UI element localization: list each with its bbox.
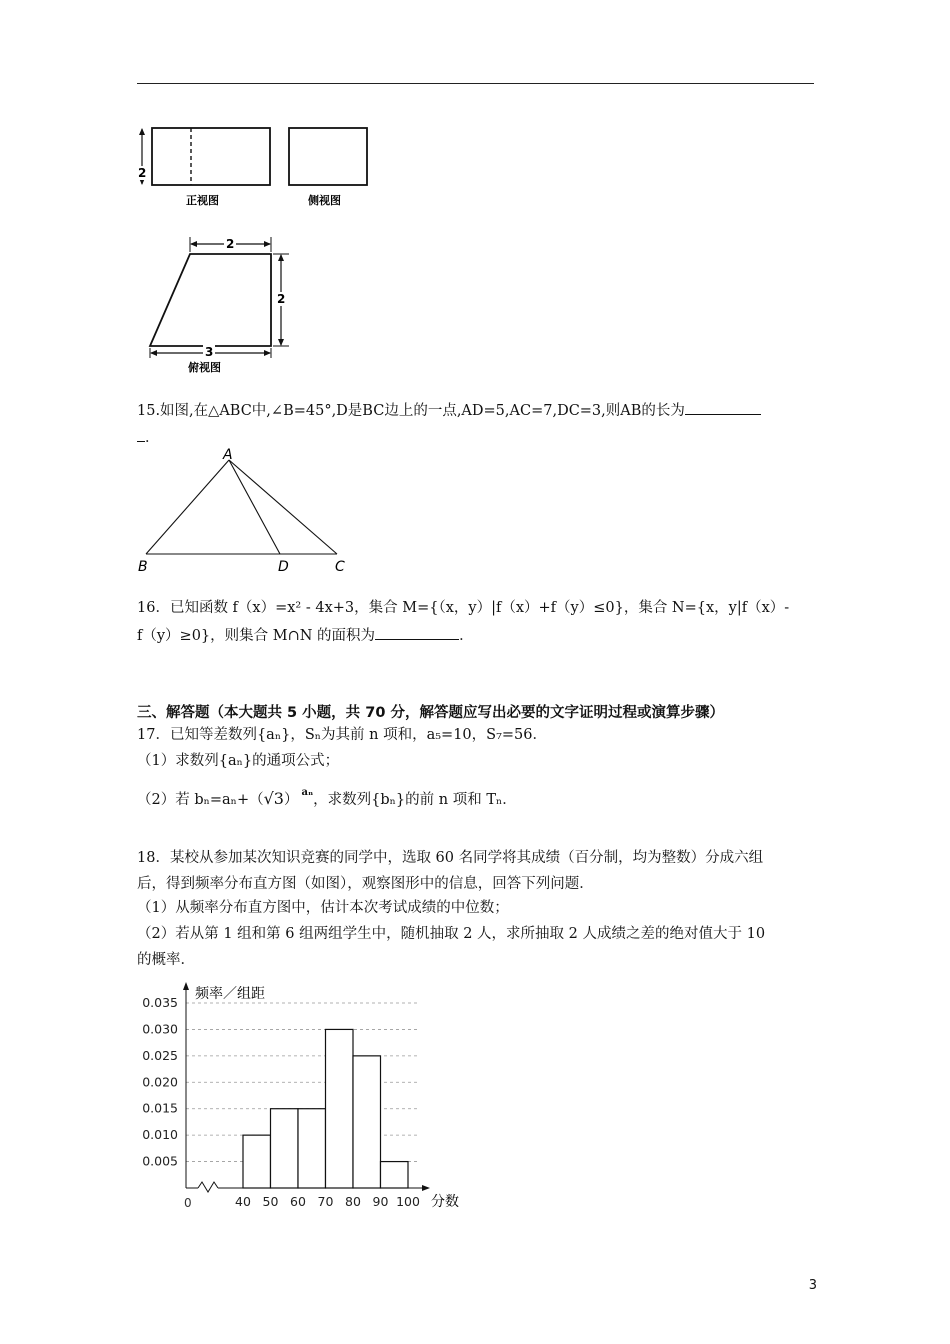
q17-line1: 17．已知等差数列{aₙ}，Sₙ为其前 n 项和，a₅=10，S₇=56． (137, 727, 547, 743)
histogram-bars (243, 1029, 408, 1188)
x-tick-label: 50 (262, 1194, 279, 1209)
y-tick-label: 0.010 (142, 1127, 178, 1143)
front-view (137, 128, 270, 207)
origin-label: 0 (184, 1196, 192, 1210)
x-tick-label: 40 (235, 1194, 251, 1209)
y-tick-label: 0.020 (142, 1074, 178, 1090)
top-view (150, 236, 289, 374)
side-view-label: 侧视图 (308, 194, 341, 207)
q18-part1: （1）从频率分布直方图中，估计本次考试成绩的中位数； (137, 900, 509, 916)
x-tick-label: 100 (396, 1194, 420, 1209)
point-a-label: A (223, 447, 233, 463)
front-view-label: 正视图 (186, 194, 219, 207)
q18-part2-line2: 的概率． (137, 952, 195, 968)
q18-line1: 18．某校从参加某次知识竞赛的同学中，选取 60 名同学将其成绩（百分制，均为整数）分成六组 (137, 850, 764, 866)
histogram-bar (271, 1109, 299, 1188)
y-tick-label: 0.035 (142, 995, 178, 1010)
exponent-an: aₙ (301, 787, 314, 798)
x-axis-title: 分数 (431, 1194, 459, 1210)
histogram-bar (243, 1135, 271, 1188)
x-tick-label: 70 (317, 1194, 334, 1209)
q15-answer-blank-tail (137, 427, 145, 442)
histogram-bar (298, 1109, 326, 1188)
y-tick-label: 0.015 (142, 1100, 178, 1116)
y-axis-title: 频率／组距 (195, 986, 265, 1002)
top-bottom-width-label: 3 (205, 345, 214, 359)
x-tick-label: 60 (290, 1194, 306, 1209)
q15-text: 15.如图,在△ABC中,∠B=45°,D是BC边上的一点,AD=5,AC=7,DC=3,则AB的长为 (137, 400, 761, 421)
sqrt3: √3 (263, 788, 284, 808)
histogram-bar (381, 1162, 409, 1188)
q18-line2: 后，得到频率分布直方图（如图），观察图形中的信息，回答下列问题． (137, 876, 594, 892)
top-view-label: 俯视图 (188, 361, 221, 374)
page-number: 3 (808, 1278, 817, 1293)
point-c-label: C (335, 559, 345, 575)
y-tick-label: 0.025 (142, 1047, 178, 1063)
q17-part2: （2）若 bₙ=aₙ+（√3） $^{a_n}$，求数列{bₙ}的前 n 项和 Tₙ． (137, 787, 517, 808)
point-b-label: B (138, 559, 148, 575)
point-d-label: D (278, 559, 289, 575)
top-width-label: 2 (226, 237, 235, 251)
histogram-bar (326, 1029, 354, 1188)
q16-line1: 16．已知函数 f（x）=x² - 4x+3，集合 M={（x，y）|f（x）+f（y）≤0}，集合 N={x，y|f（x）- (137, 600, 790, 616)
three-views-figure (128, 120, 378, 380)
x-tick-label: 90 (372, 1194, 389, 1209)
q18-part2-line1: （2）若从第 1 组和第 6 组两组学生中，随机抽取 2 人，求所抽取 2 人成绩之差的绝对值大于 10 (137, 926, 766, 942)
x-tick-label: 80 (345, 1194, 361, 1209)
section-3-title: 三、解答题（本大题共 5 小题，共 70 分，解答题应写出必要的文字证明过程或演算步骤） (137, 705, 724, 721)
histogram-bar (353, 1056, 381, 1188)
header-rule (137, 83, 814, 84)
triangle-figure (130, 446, 360, 576)
front-height-label: 2 (138, 166, 147, 180)
q17-part1: （1）求数列{aₙ}的通项公式； (137, 753, 340, 769)
top-height-label: 2 (277, 292, 286, 306)
y-tick-label: 0.005 (142, 1153, 178, 1169)
histogram-chart (128, 978, 478, 1218)
y-tick-label: 0.030 (142, 1021, 178, 1037)
q16-answer-blank (375, 625, 459, 640)
q15-end: ． (137, 427, 160, 448)
side-view (289, 128, 367, 207)
q16-line2: f（y）≥0}，则集合 M∩N 的面积为 ． (137, 625, 474, 646)
q15-answer-blank (685, 400, 761, 415)
